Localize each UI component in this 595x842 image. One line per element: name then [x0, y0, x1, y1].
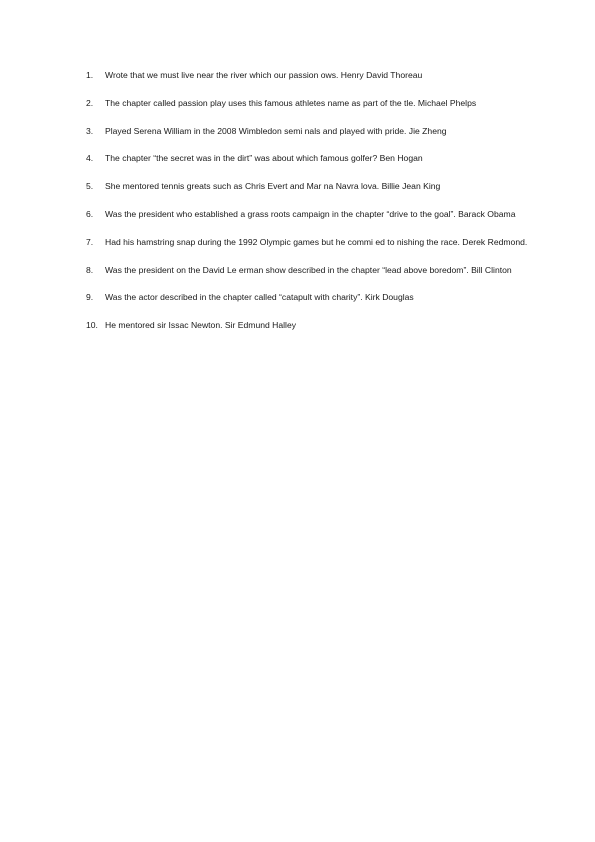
- item-text: Had his hamstring snap during the 1992 Olympic games but he commi ed to nishing the race. Derek Redmond.: [105, 236, 528, 247]
- list-item: [86, 181, 546, 193]
- list-item: [86, 292, 546, 304]
- question-list: [86, 70, 546, 348]
- item-number: 1.: [86, 70, 94, 80]
- item-number: 9.: [86, 292, 94, 303]
- list-item: [86, 153, 546, 165]
- item-number: 6.: [86, 208, 94, 219]
- item-number: 3.: [86, 125, 94, 136]
- list-item: [86, 265, 546, 277]
- item-number: 5.: [86, 181, 94, 192]
- item-text: Was the actor described in the chapter called “catapult with charity”. Kirk Douglas: [105, 292, 414, 303]
- item-text: Was the president who established a grass roots campaign in the chapter “drive to the goal”. Barack Obama: [105, 208, 516, 219]
- item-text: She mentored tennis greats such as Chris Evert and Mar na Navra lova. Billie Jean King: [105, 181, 441, 192]
- item-text: He mentored sir Issac Newton. Sir Edmund Halley: [105, 320, 297, 331]
- list-item: [86, 70, 546, 82]
- item-number: 8.: [86, 264, 94, 275]
- item-text: The chapter “the secret was in the dirt” was about which famous golfer? Ben Hogan: [105, 153, 423, 164]
- item-text: The chapter called passion play uses this famous athletes name as part of the tle. Michael Phelps: [105, 97, 477, 108]
- list-item: [86, 320, 546, 332]
- item-number: 7.: [86, 236, 94, 247]
- item-number: 2.: [86, 97, 94, 108]
- item-text: Played Serena William in the 2008 Wimbledon semi nals and played with pride. Jie Zheng: [105, 125, 447, 136]
- list-item: [86, 209, 546, 221]
- item-text: Wrote that we must live near the river which our passion ows. Henry David Thoreau: [105, 70, 423, 80]
- item-number: 10.: [86, 320, 98, 331]
- list-item: [86, 126, 546, 138]
- list-item: [86, 98, 546, 110]
- item-number: 4.: [86, 153, 94, 164]
- list-item: [86, 237, 546, 249]
- item-text: Was the president on the David Le erman show described in the chapter “lead above boredom”. Bill Clinton: [105, 264, 512, 275]
